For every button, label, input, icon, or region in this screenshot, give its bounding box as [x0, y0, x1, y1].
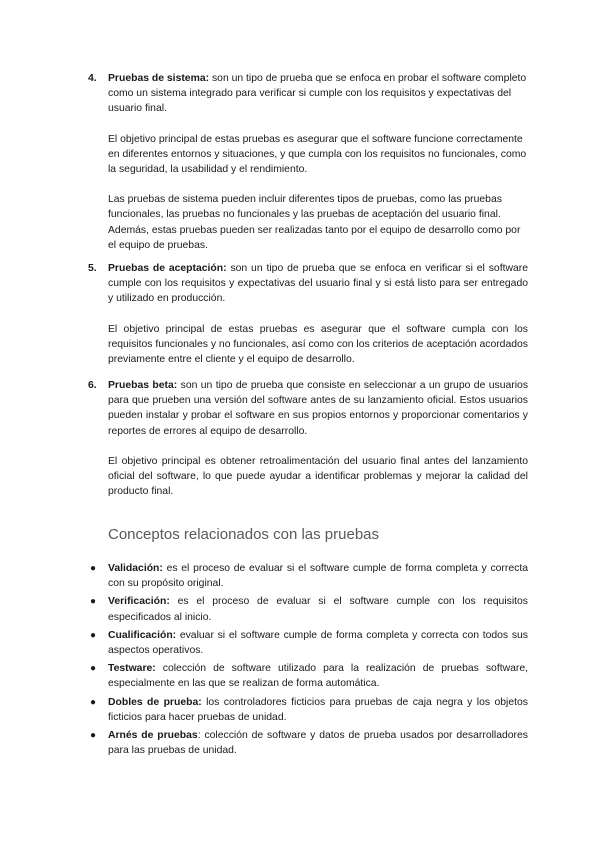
bullet-icon: ●: [90, 696, 97, 708]
list-item: [88, 728, 528, 758]
item-paragraph: El objetivo principal de estas pruebas es asegurar que el software funcione correctamente en diferentes entornos y situaciones, y que cumpla con los requisitos no funcionales, como la seguridad, la usabilidad y el rendimiento.: [108, 133, 527, 176]
numbered-item-4: [88, 71, 528, 253]
list-description: es el proceso de evaluar si el software cumple con los requisitos especificados al inicio.: [108, 596, 528, 623]
list-term: Testware:: [108, 663, 156, 675]
item-intro: [108, 71, 528, 117]
list-term: Arnés de pruebas: [108, 730, 198, 742]
item-term: Pruebas de sistema:: [108, 73, 210, 84]
item-number: 4.: [88, 73, 97, 84]
list-term: Verificación:: [108, 596, 170, 608]
numbered-item-6: [88, 378, 528, 499]
list-item: [88, 594, 528, 624]
numbered-item-5: [88, 261, 528, 367]
item-description: son un tipo de prueba que se enfoca en probar el software completo como un sistema integrado para verificar si cumple con los requisitos y expectativas del usuario final.: [108, 73, 527, 115]
item-intro: [108, 378, 528, 439]
item-term: Pruebas beta:: [108, 380, 178, 391]
list-term: Dobles de prueba:: [108, 696, 202, 708]
list-description: colección de software utilizado para la realización de pruebas software, especialmente en las que se realizan de forma automática.: [108, 663, 528, 690]
bullet-icon: ●: [90, 563, 97, 574]
bullet-icon: ●: [90, 629, 97, 641]
section-heading: Conceptos relacionados con las pruebas: [108, 526, 380, 543]
item-paragraph: Las pruebas de sistema pueden incluir diferentes tipos de pruebas, como las pruebas funcionales, las pruebas no funcionales y las pruebas de aceptación del usuario final. Además, estas pruebas pueden ser realizadas tanto por el equipo de desarrollo como por el equipo de pruebas.: [108, 194, 521, 251]
item-intro: [108, 261, 528, 307]
item-paragraph: El objetivo principal de estas pruebas es asegurar que el software cumpla con los requisitos funcionales y no funcionales, así como con los criterios de aceptación acordados previamente entre el cliente y el equipo de desarrollo.: [108, 323, 528, 366]
list-description: : colección de software y datos de prueba usados por desarrolladores para las pruebas de unidad.: [108, 730, 528, 757]
concepts-list: [88, 561, 528, 761]
list-item: [88, 695, 528, 725]
item-description: son un tipo de prueba que consiste en seleccionar a un grupo de usuarios para que prueben una versión del software antes de su lanzamiento oficial. Estos usuarios pueden instalar y probar el software en sus propios entornos y proporcionar comentarios y reportes de errores al equipo de desarrollo.: [108, 380, 529, 437]
list-item: [88, 561, 528, 591]
bullet-icon: ●: [90, 730, 97, 742]
list-description: los controladores ficticios para pruebas de caja negra y los objetos ficticios para hacer pruebas de unidad.: [108, 696, 528, 723]
item-term: Pruebas de aceptación:: [108, 263, 227, 274]
list-item: [88, 661, 528, 691]
list-term: Cualificación:: [108, 629, 177, 641]
item-number: 6.: [88, 380, 97, 391]
item-description: son un tipo de prueba que se enfoca en verificar si el software cumple con los requisitos y expectativas del usuario final y si está listo para ser entregado y utilizado en producción.: [108, 263, 528, 305]
list-term: Validación:: [108, 563, 163, 574]
bullet-icon: ●: [90, 596, 97, 608]
bullet-icon: ●: [90, 663, 97, 675]
list-item: [88, 628, 528, 658]
item-paragraph: El objetivo principal es obtener retroalimentación del usuario final antes del lanzamiento oficial del software, lo que puede ayudar a identificar problemas y mejorar la calidad del producto final.: [108, 455, 528, 498]
item-number: 5.: [88, 263, 97, 274]
list-description: evaluar si el software cumple de forma completa y correcta con todos sus aspectos operativos.: [108, 629, 528, 657]
list-description: es el proceso de evaluar si el software cumple de forma completa y correcta con su propósito original.: [108, 563, 528, 590]
